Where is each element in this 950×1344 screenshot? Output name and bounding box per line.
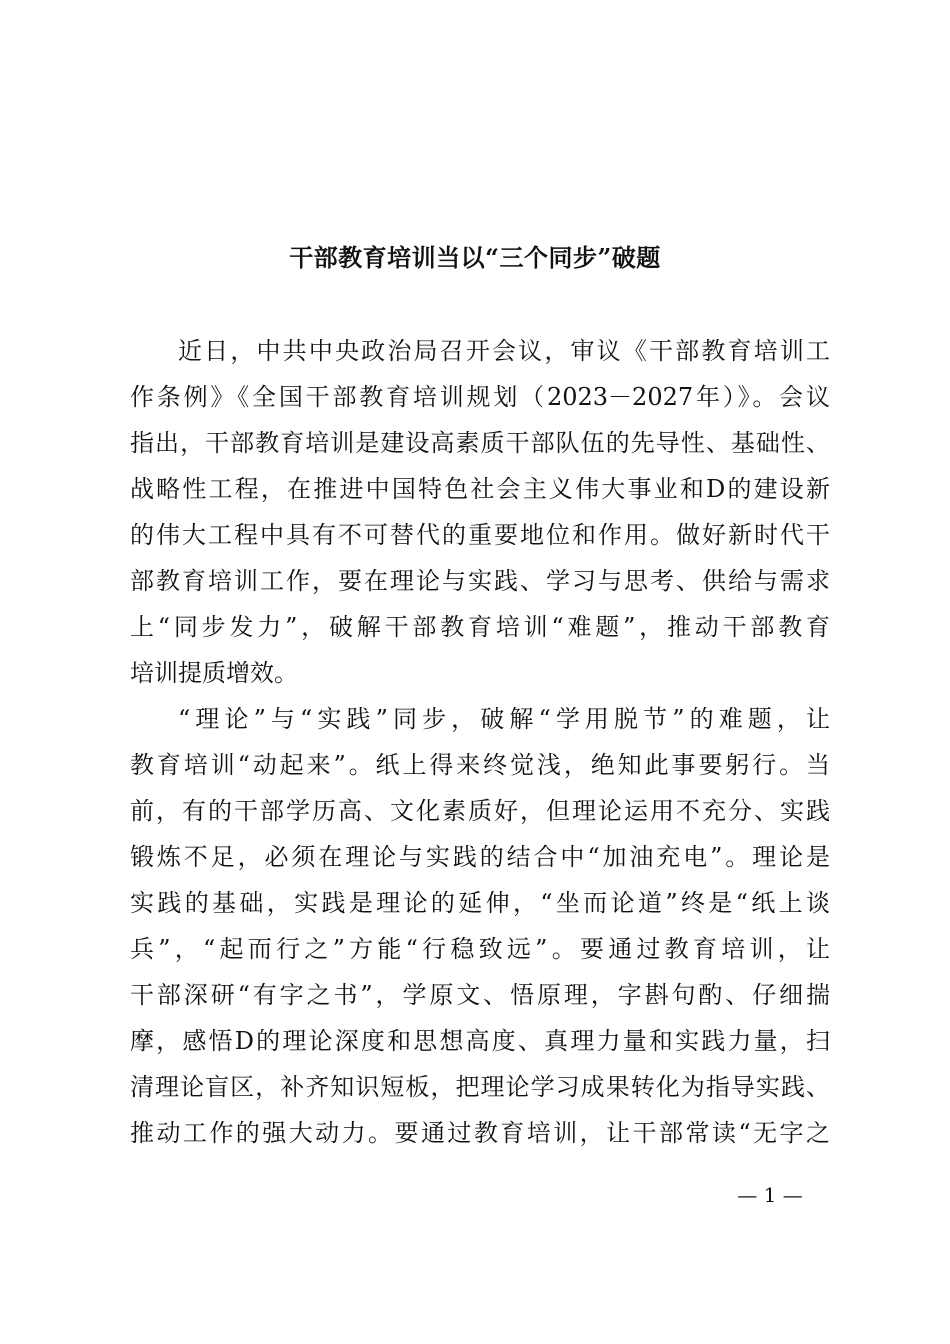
paragraph-2-line-3: 前，有的干部学历高、文化素质好，但理论运用不充分、实践 (130, 797, 830, 825)
paragraph-1-line-6: 部教育培训工作，要在理论与实践、学习与思考、供给与需求 (130, 567, 830, 595)
paragraph-2-line-4: 锻炼不足，必须在理论与实践的结合中“加油充电”。理论是 (130, 843, 830, 871)
paragraph-1-line-3: 指出，干部教育培训是建设高素质干部队伍的先导性、基础性、 (130, 429, 830, 457)
paragraph-1-line-2: 作条例》《全国干部教育培训规划（2023－2027年）》。会议 (130, 383, 830, 411)
paragraph-2-line-9: 清理论盲区，补齐知识短板，把理论学习成果转化为指导实践、 (130, 1073, 830, 1101)
paragraph-2-line-7: 干部深研“有字之书”，学原文、悟原理，字斟句酌、仔细揣 (130, 981, 830, 1009)
paragraph-2-line-6: 兵”，“起而行之”方能“行稳致远”。要通过教育培训，让 (130, 935, 830, 963)
paragraph-1-line-8: 培训提质增效。 (130, 659, 298, 687)
paragraph-2-line-2: 教育培训“动起来”。纸上得来终觉浅，绝知此事要躬行。当 (130, 751, 830, 779)
paragraph-1-line-4: 战略性工程，在推进中国特色社会主义伟大事业和D的建设新 (130, 475, 830, 503)
paragraph-1-line-1: 近日，中共中央政治局召开会议，审议《干部教育培训工 (178, 337, 830, 365)
paragraph-1-line-7: 上“同步发力”，破解干部教育培训“难题”，推动干部教育 (130, 613, 830, 641)
document-title: 干部教育培训当以“三个同步”破题 (289, 243, 661, 272)
paragraph-2-line-5: 实践的基础，实践是理论的延伸，“坐而论道”终是“纸上谈 (130, 889, 830, 917)
paragraph-2-line-8: 摩，感悟D的理论深度和思想高度、真理力量和实践力量，扫 (130, 1027, 830, 1055)
paragraph-2-line-10: 推动工作的强大动力。要通过教育培训，让干部常读“无字之 (130, 1119, 830, 1147)
paragraph-2-line-1: “理论”与“实践”同步，破解“学用脱节”的难题，让 (178, 705, 830, 733)
page-number: — 1 — (737, 1183, 803, 1207)
paragraph-1-line-5: 的伟大工程中具有不可替代的重要地位和作用。做好新时代干 (130, 521, 830, 549)
